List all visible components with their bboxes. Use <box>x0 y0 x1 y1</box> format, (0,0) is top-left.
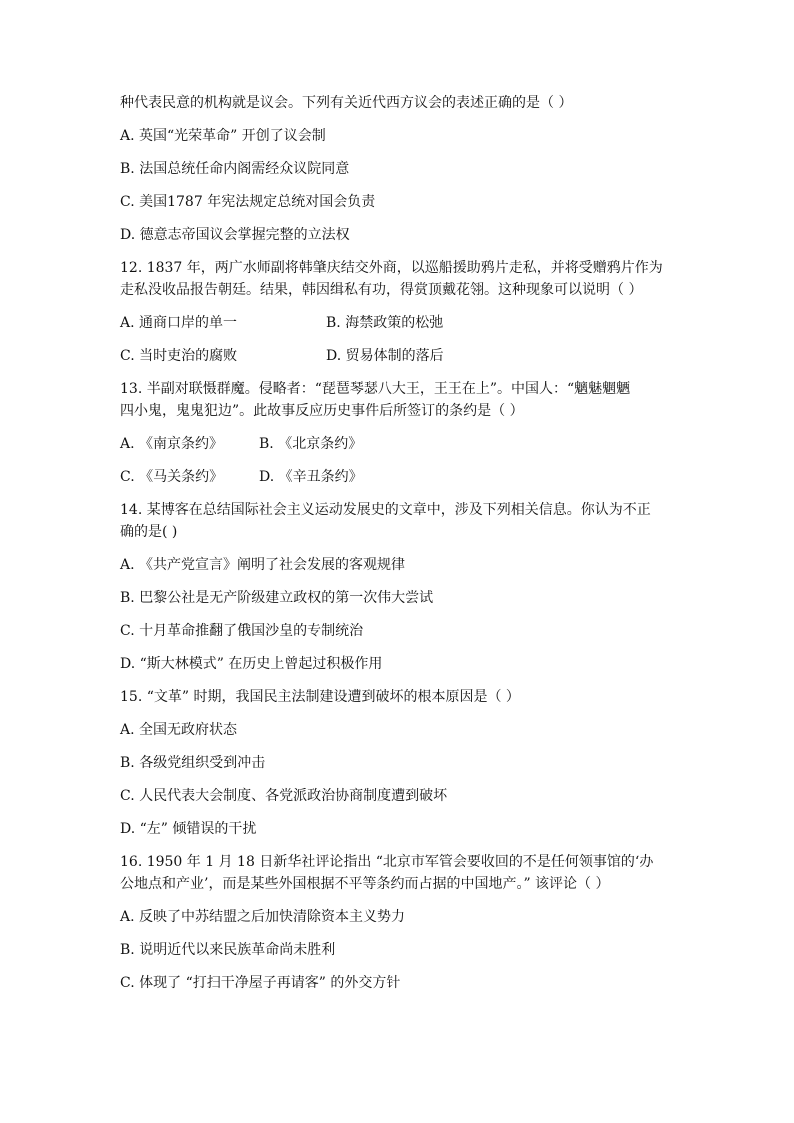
question-stem: 13. 半副对联慑群魔。侵略者：“琵琶琴瑟八大王，王王在上”。中国人：“魑魅魍魉 <box>120 381 631 397</box>
question-stem-continued: 走私没收品报告朝廷。结果，韩因缉私有功，得赏顶戴花翎。这种现象可以说明（ ） <box>120 282 643 298</box>
question-11 <box>120 92 680 246</box>
option-c: C. 当时吏治的腐败 <box>120 348 238 364</box>
option-d: D. “斯大林模式” 在历史上曾起过积极作用 <box>120 656 383 672</box>
options-row <box>120 312 680 334</box>
option-b: B. 海禁政策的松弛 <box>326 315 444 331</box>
option-a: A. 《共产党宣言》阐明了社会发展的客观规律 <box>120 557 406 573</box>
question-stem: 15. “文革” 时期，我国民主法制建设遭到破坏的根本原因是（ ） <box>120 689 520 705</box>
option-d: D. “左” 倾错误的干扰 <box>120 821 257 837</box>
option-b: B. 法国总统任命内阁需经众议院同意 <box>120 161 350 177</box>
question-stem: 12. 1837 年，两广水师副将韩肇庆结交外商，以巡船援助鸦片走私，并将受赠鸦片作为 <box>120 260 663 276</box>
question-stem: 16. 1950 年 1 月 18 日新华社评论指出 “北京市军管会要收回的不是任何领事馆的‘办 <box>120 854 654 870</box>
option-c: C. 美国1787 年宪法规定总统对国会负责 <box>120 194 376 210</box>
question-stem-continued: 确的是( ) <box>120 524 178 540</box>
option-a: A. 反映了中苏结盟之后加快清除资本主义势力 <box>120 909 406 925</box>
options-row <box>120 433 680 455</box>
option-c: C. 人民代表大会制度、各党派政治协商制度遭到破坏 <box>120 788 448 804</box>
option-c: C. 十月革命推翻了俄国沙皇的专制统治 <box>120 623 364 639</box>
question-stem: 14. 某博客在总结国际社会主义运动发展史的文章中，涉及下列相关信息。你认为不正 <box>120 502 651 518</box>
option-c: C. 《马关条约》 <box>120 469 224 485</box>
question-stem-continued: 四小鬼，鬼鬼犯边”。此故事反应历史事件后所签订的条约是（ ） <box>120 403 524 419</box>
option-b: B. 说明近代以来民族革命尚未胜利 <box>120 942 336 958</box>
option-b: B. 《北京条约》 <box>259 436 363 452</box>
question-13 <box>120 378 680 488</box>
question-15 <box>120 686 680 840</box>
question-stem: 种代表民意的机构就是议会。下列有关近代西方议会的表述正确的是（ ） <box>120 95 573 111</box>
option-a: A. 英国“光荣革命” 开创了议会制 <box>120 128 326 144</box>
options-row <box>120 466 680 488</box>
option-a: A. 通商口岸的单一 <box>120 315 238 331</box>
options-row <box>120 345 680 367</box>
option-d: D. 贸易体制的落后 <box>326 348 444 364</box>
question-12 <box>120 257 680 367</box>
question-14 <box>120 499 680 675</box>
option-a: A. 全国无政府状态 <box>120 722 238 738</box>
option-a: A. 《南京条约》 <box>120 436 224 452</box>
exam-page <box>120 92 680 994</box>
option-d: D. 德意志帝国议会掌握完整的立法权 <box>120 227 350 243</box>
option-c: C. 体现了 “打扫干净屋子再请客” 的外交方针 <box>120 975 401 991</box>
option-b: B. 各级党组织受到冲击 <box>120 755 266 771</box>
option-d: D. 《辛丑条约》 <box>259 469 363 485</box>
option-b: B. 巴黎公社是无产阶级建立政权的第一次伟大尝试 <box>120 590 434 606</box>
question-stem-continued: 公地点和产业’，而是某些外国根据不平等条约而占据的中国地产。” 该评论（ ） <box>120 876 610 892</box>
question-16 <box>120 851 680 994</box>
